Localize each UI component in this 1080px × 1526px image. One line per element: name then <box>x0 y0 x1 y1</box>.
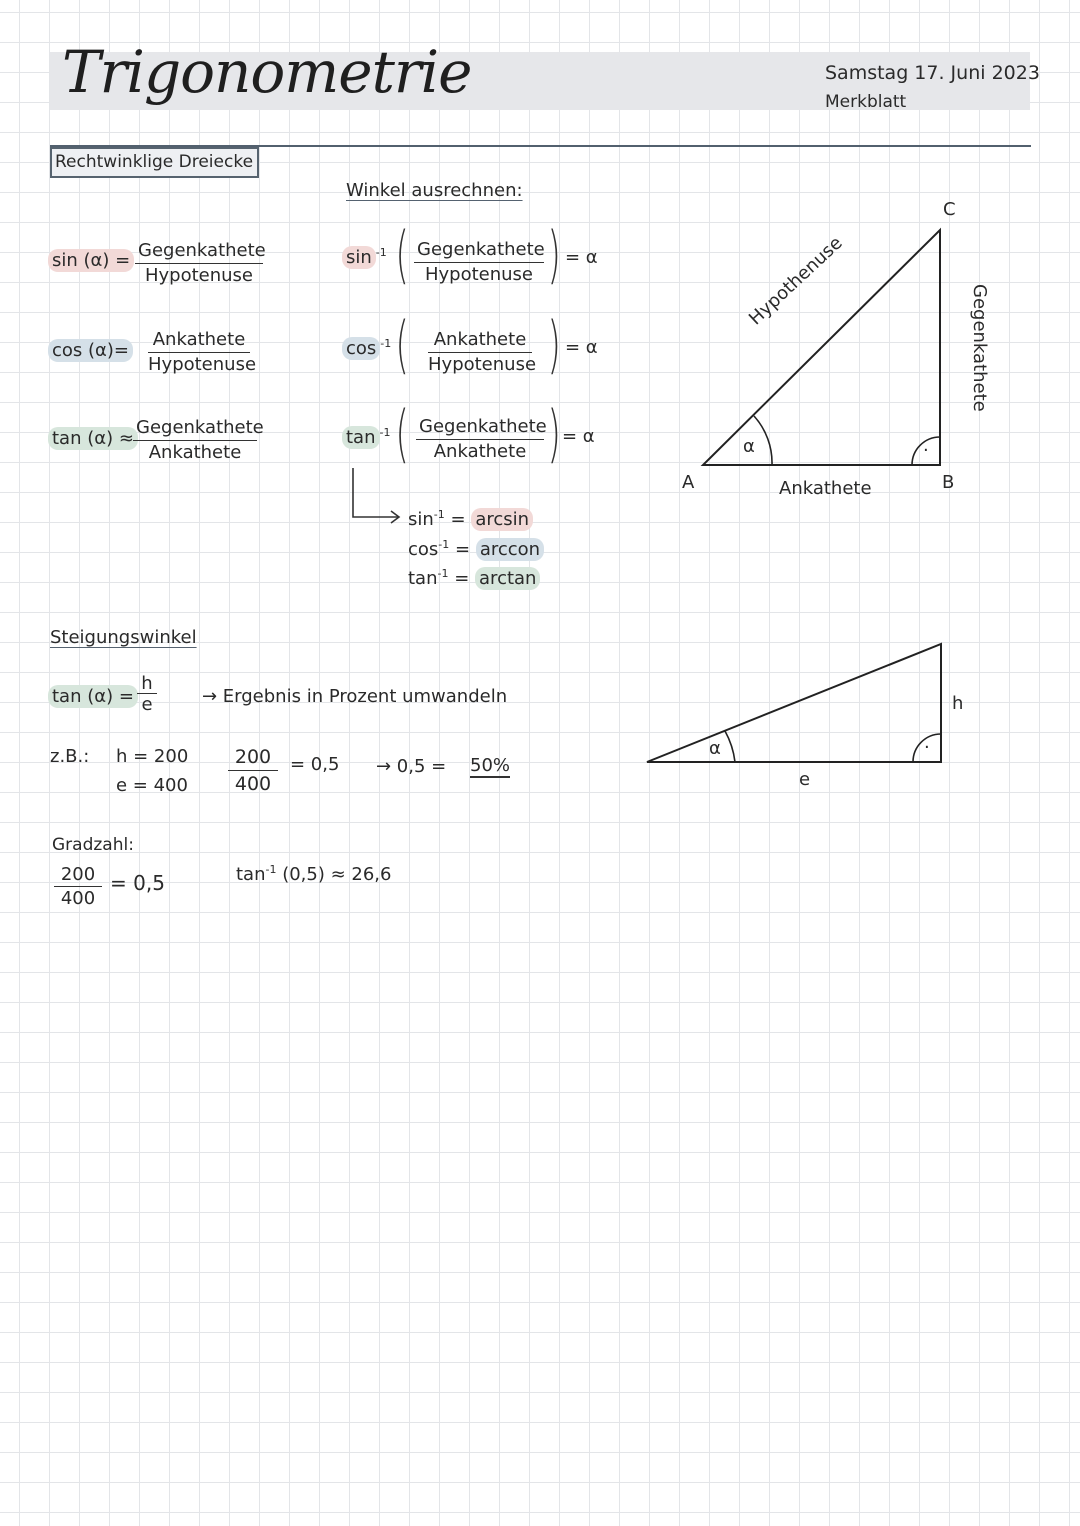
tan-denominator: Ankathete <box>148 442 242 463</box>
inv-sin-result: = α <box>565 247 598 268</box>
inv-tan-exp: -1 <box>379 426 391 439</box>
arctan-eq: = <box>454 568 470 589</box>
header-date: Samstag 17. Juni 2023 <box>825 62 1040 84</box>
cos-numerator: Ankathete <box>148 329 250 353</box>
inv-tan-text: tan <box>342 426 380 449</box>
inv-sin-exp: -1 <box>375 246 387 259</box>
arcsin-left: sin <box>408 509 434 530</box>
inv-cos-numerator: Ankathete <box>428 329 532 353</box>
triangle1-alpha-arc <box>754 416 772 465</box>
vertex-c-label: C <box>943 199 956 220</box>
example-label: z.B.: <box>50 746 90 767</box>
example-result: = 0,5 <box>290 754 340 775</box>
grad-result: = 0,5 <box>110 871 165 895</box>
tan-lhs-text: tan (α) ≈ <box>48 427 138 450</box>
arcsin-exp: -1 <box>433 508 445 521</box>
inv-sin-close-paren: ) <box>547 218 561 291</box>
inv-cos-open-paren: ( <box>395 308 409 381</box>
arcsin-eq: = <box>450 509 466 530</box>
sin-lhs-text: sin (α) = <box>48 249 134 272</box>
inv-sin-open-paren: ( <box>395 218 409 291</box>
bent-arrow <box>353 468 398 517</box>
triangle1-alpha-label: α <box>743 436 755 457</box>
inv-sin-numerator: Gegenkathete <box>414 239 544 263</box>
triangle2-alpha-label: α <box>709 738 721 759</box>
inv-sin-text: sin <box>342 246 376 269</box>
inv-tan-open-paren: ( <box>395 397 409 470</box>
section-label-right-triangles: Rechtwinklige Dreiecke <box>50 147 259 178</box>
adjacent-label: Ankathete <box>779 478 872 499</box>
arctan-right: arctan <box>475 567 540 590</box>
inv-sin-denominator: Hypotenuse <box>424 264 534 285</box>
steigungswinkel-heading: Steigungswinkel <box>50 627 197 648</box>
grad-tan-arg: (0,5) ≈ 26,6 <box>282 864 392 885</box>
hypotenuse-label: Hypothenuse <box>745 232 847 330</box>
example-e-value: e = 400 <box>116 775 188 796</box>
header-subtitle: Merkblatt <box>825 92 907 112</box>
inv-cos-result: = α <box>565 337 598 358</box>
example-arrow: → 0,5 = <box>376 756 447 777</box>
inv-tan-result: = α <box>562 426 595 447</box>
triangle2-right-angle-dot: · <box>924 737 930 758</box>
arccos-eq: = <box>455 539 471 560</box>
page-title: Trigonometrie <box>62 38 472 106</box>
inv-tan-close-paren: ) <box>547 397 561 470</box>
triangle2-h-label: h <box>952 693 964 714</box>
triangle1-right-angle-dot: · <box>923 440 929 461</box>
grad-numerator: 200 <box>54 864 102 887</box>
sin-denominator: Hypotenuse <box>144 265 254 286</box>
vertex-a-label: A <box>682 472 695 493</box>
inv-tan-denominator: Ankathete <box>433 441 527 462</box>
cos-lhs-text: cos (α)= <box>48 339 133 362</box>
arccos-exp: -1 <box>438 538 450 551</box>
cos-denominator: Hypotenuse <box>148 354 257 375</box>
inv-cos-close-paren: ) <box>547 308 561 381</box>
winkel-heading: Winkel ausrechnen: <box>346 180 523 201</box>
grad-tan-exp: -1 <box>265 863 277 876</box>
gradzahl-heading: Gradzahl: <box>52 835 134 855</box>
slope-numerator-h: h <box>137 674 157 694</box>
slope-denominator-e: e <box>141 694 153 715</box>
example-denominator: 400 <box>234 773 272 795</box>
arcsin-right: arcsin <box>471 508 533 531</box>
vertex-b-label: B <box>942 472 955 493</box>
percent-note: → Ergebnis in Prozent umwandeln <box>202 686 508 707</box>
example-h-value: h = 200 <box>116 746 189 767</box>
arctan-left: tan <box>408 568 438 589</box>
triangle2-e-label: e <box>799 769 811 790</box>
example-percent: 50% <box>470 755 511 776</box>
opposite-label: Gegenkathete <box>969 284 990 412</box>
grad-denominator: 400 <box>60 888 96 909</box>
inv-cos-denominator: Hypotenuse <box>428 354 537 375</box>
triangle2-alpha-arc <box>725 731 735 762</box>
arccos-left: cos <box>408 539 439 560</box>
triangle-slope <box>647 644 941 762</box>
example-numerator: 200 <box>228 745 278 771</box>
arctan-exp: -1 <box>437 567 449 580</box>
tan-numerator: Gegenkathete <box>133 417 257 441</box>
inv-tan-numerator: Gegenkathete <box>416 416 544 440</box>
slope-tan-text: tan (α) = <box>48 685 138 708</box>
inv-cos-exp: -1 <box>380 337 392 350</box>
arccos-right: arccon <box>476 538 544 561</box>
inv-cos-text: cos <box>342 337 380 360</box>
sin-numerator: Gegenkathete <box>135 240 263 264</box>
grad-tan-text: tan <box>236 864 266 885</box>
